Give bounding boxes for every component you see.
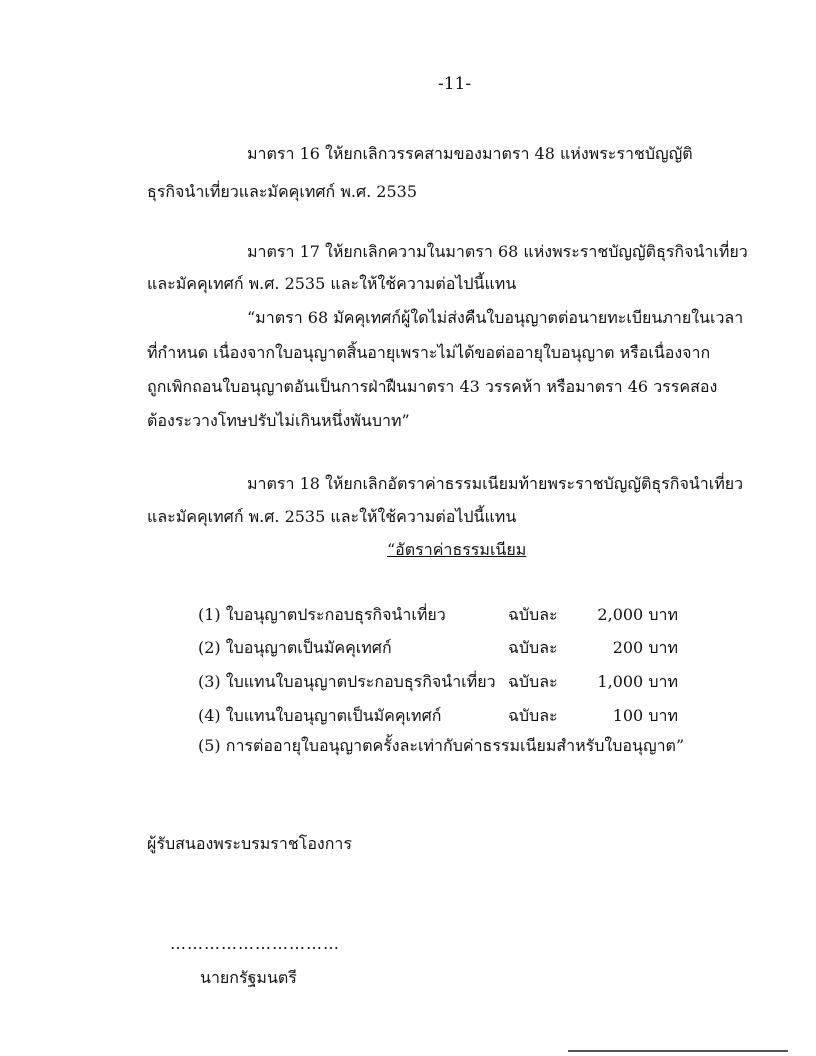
fee-description: (2) ใบอนุญาตเป็นมัคคุเทศก์ — [198, 638, 392, 657]
fee-amount: 1,000 บาท — [597, 672, 678, 691]
section-17-line-1: มาตรา 17 ให้ยกเลิกความในมาตรา 68 แห่งพระราชบัญญัติธุรกิจนำเที่ยว — [247, 242, 748, 261]
fee-row — [198, 603, 678, 623]
section-16-line-2: ธุรกิจนำเที่ยวและมัคคุเทศก์ พ.ศ. 2535 — [147, 182, 418, 201]
section-17-quote-line-2: ที่กำหนด เนื่องจากใบอนุญาตสิ้นอายุเพราะไม่ได้ขอต่ออายุใบอนุญาต หรือเนื่องจาก — [147, 343, 711, 362]
section-16-line-1: มาตรา 16 ให้ยกเลิกวรรคสามของมาตรา 48 แห่งพระราชบัญญัติ — [247, 144, 693, 163]
fee-unit: ฉบับละ — [508, 706, 558, 725]
signature-dots: ………………………… — [170, 934, 340, 953]
fee-row — [198, 704, 678, 724]
section-18-line-1: มาตรา 18 ให้ยกเลิกอัตราค่าธรรมเนียมท้ายพระราชบัญญัติธุรกิจนำเที่ยว — [247, 474, 744, 493]
section-17-quote-line-3: ถูกเพิกถอนใบอนุญาตอันเป็นการฝ่าฝืนมาตรา 43 วรรคห้า หรือมาตรา 46 วรรคสอง — [147, 377, 718, 396]
fee-unit: ฉบับละ — [508, 638, 558, 657]
fee-row — [198, 636, 678, 656]
fee-unit: ฉบับละ — [508, 672, 558, 691]
fee-amount: 200 บาท — [612, 638, 678, 657]
fee-description: (4) ใบแทนใบอนุญาตเป็นมัคคุเทศก์ — [198, 706, 442, 725]
section-17-quote-line-1: “มาตรา 68 มัคคุเทศก์ผู้ใดไม่ส่งคืนใบอนุญาตต่อนายทะเบียนภายในเวลา — [247, 308, 744, 327]
page-number: -11- — [438, 74, 472, 94]
fee-amount: 2,000 บาท — [597, 605, 678, 624]
footer-rule — [568, 1050, 788, 1052]
fee-schedule-heading: “อัตราค่าธรรมเนียม — [387, 540, 527, 559]
prime-minister-title: นายกรัฐมนตรี — [200, 968, 297, 987]
fee-renewal-line: (5) การต่ออายุใบอนุญาตครั้งละเท่ากับค่าธรรมเนียมสำหรับใบอนุญาต” — [198, 736, 685, 755]
section-17-quote-line-4: ต้องระวางโทษปรับไม่เกินหนึ่งพันบาท” — [147, 411, 410, 430]
fee-amount: 100 บาท — [612, 706, 678, 725]
fee-row — [198, 670, 678, 690]
countersign-label: ผู้รับสนองพระบรมราชโองการ — [147, 834, 352, 853]
fee-description: (1) ใบอนุญาตประกอบธุรกิจนำเที่ยว — [198, 605, 446, 624]
fee-unit: ฉบับละ — [508, 605, 558, 624]
section-18-line-2: และมัคคุเทศก์ พ.ศ. 2535 และให้ใช้ความต่อไปนี้แทน — [147, 507, 517, 526]
fee-description: (3) ใบแทนใบอนุญาตประกอบธุรกิจนำเที่ยว — [198, 672, 496, 691]
section-17-line-2: และมัคคุเทศก์ พ.ศ. 2535 และให้ใช้ความต่อไปนี้แทน — [147, 274, 517, 293]
